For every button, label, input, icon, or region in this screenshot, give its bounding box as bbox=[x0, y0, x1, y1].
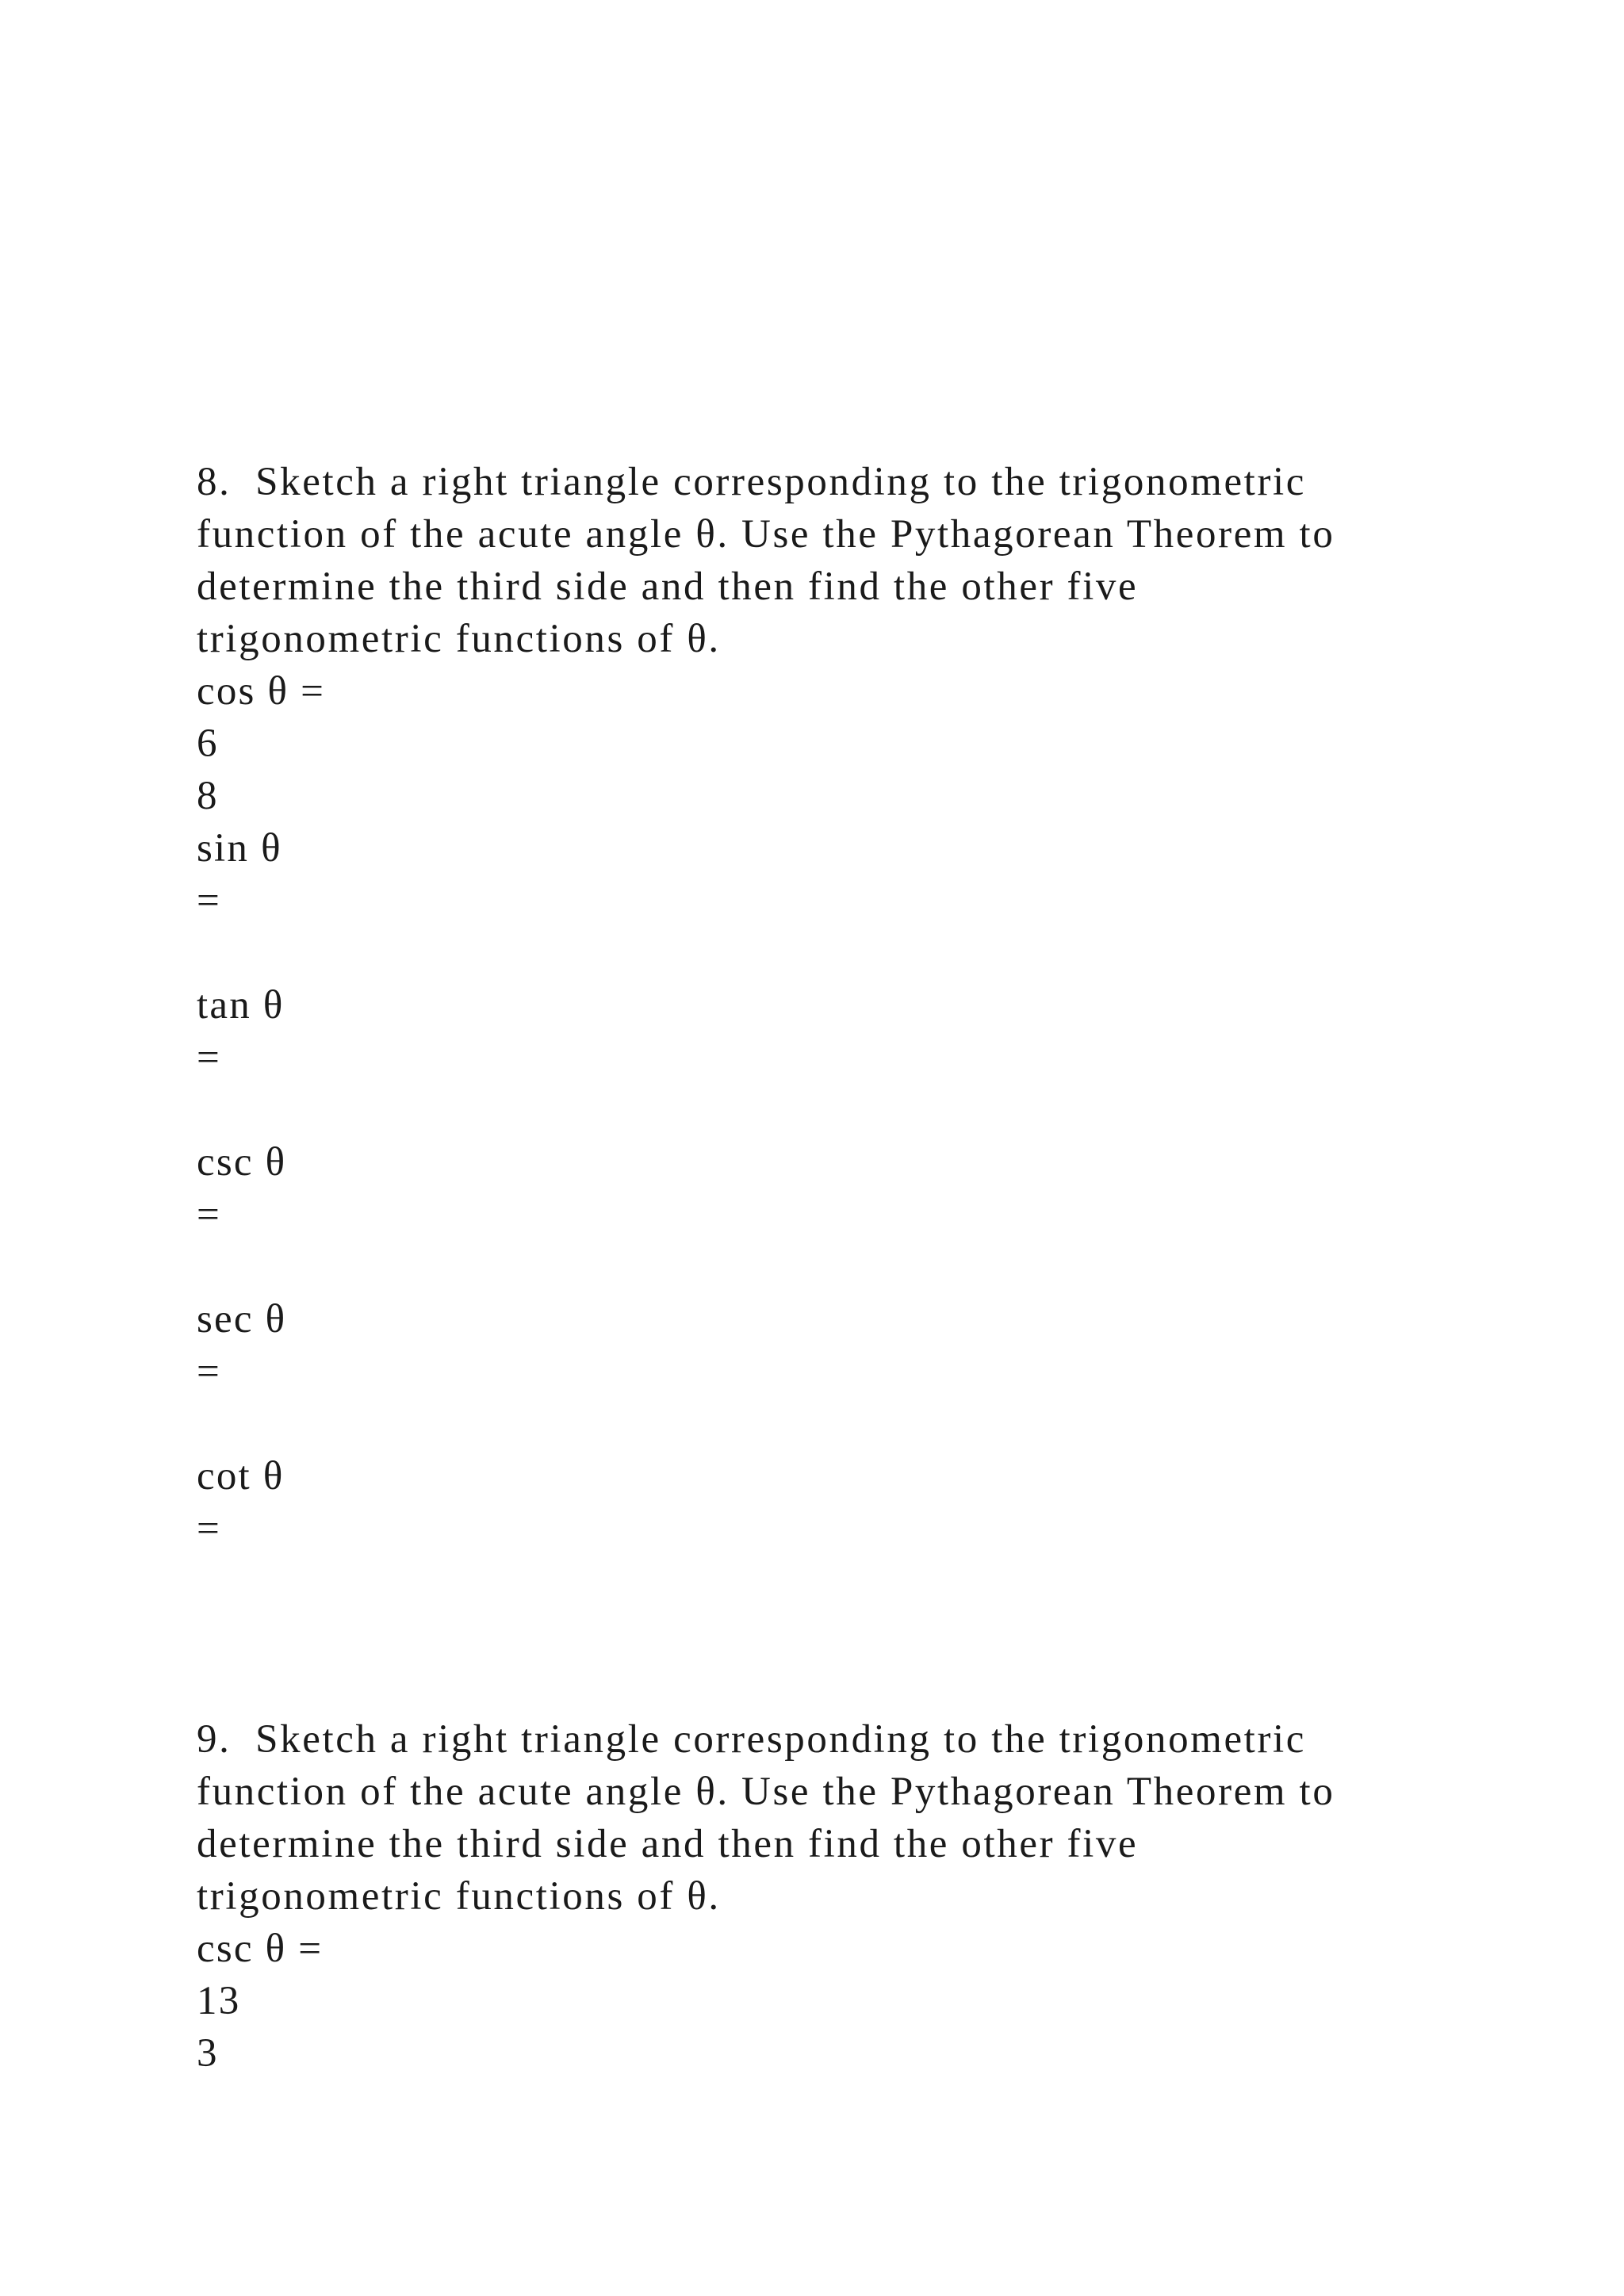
problem-9-text-line-1: 9. Sketch a right triangle corresponding to the trigonometric bbox=[197, 1717, 1307, 1762]
problem-8-text-line-1: 8. Sketch a right triangle corresponding to the trigonometric bbox=[197, 460, 1307, 504]
cot-equals: = bbox=[197, 1506, 221, 1551]
problem-8-text-line-3: determine the third side and then find the other five bbox=[197, 564, 1139, 609]
tan-label: tan θ bbox=[197, 983, 285, 1027]
cot-label: cot θ bbox=[197, 1454, 285, 1498]
problem-9-given-label: csc θ = bbox=[197, 1927, 324, 1971]
csc-equals: = bbox=[197, 1192, 221, 1237]
problem-9-text-line-3: determine the third side and then find the other five bbox=[197, 1822, 1139, 1866]
problem-8-given-numerator: 6 bbox=[197, 721, 219, 766]
sin-equals: = bbox=[197, 878, 221, 923]
problem-8-text-line-4: trigonometric functions of θ. bbox=[197, 617, 721, 661]
sin-label: sin θ bbox=[197, 826, 282, 871]
problem-8-text-line-2: function of the acute angle θ. Use the Pythagorean Theorem to bbox=[197, 512, 1335, 557]
sec-equals: = bbox=[197, 1349, 221, 1394]
sec-label: sec θ bbox=[197, 1297, 287, 1341]
tan-equals: = bbox=[197, 1035, 221, 1080]
problem-9-given-numerator: 13 bbox=[197, 1979, 241, 2023]
problem-9-text-line-4: trigonometric functions of θ. bbox=[197, 1874, 721, 1919]
problem-9-text-line-2: function of the acute angle θ. Use the Pythagorean Theorem to bbox=[197, 1770, 1335, 1814]
problem-8-given-denominator: 8 bbox=[197, 774, 219, 818]
csc-label: csc θ bbox=[197, 1140, 287, 1184]
problem-9-given-denominator: 3 bbox=[197, 2031, 219, 2076]
problem-8-given-label: cos θ = bbox=[197, 669, 326, 714]
